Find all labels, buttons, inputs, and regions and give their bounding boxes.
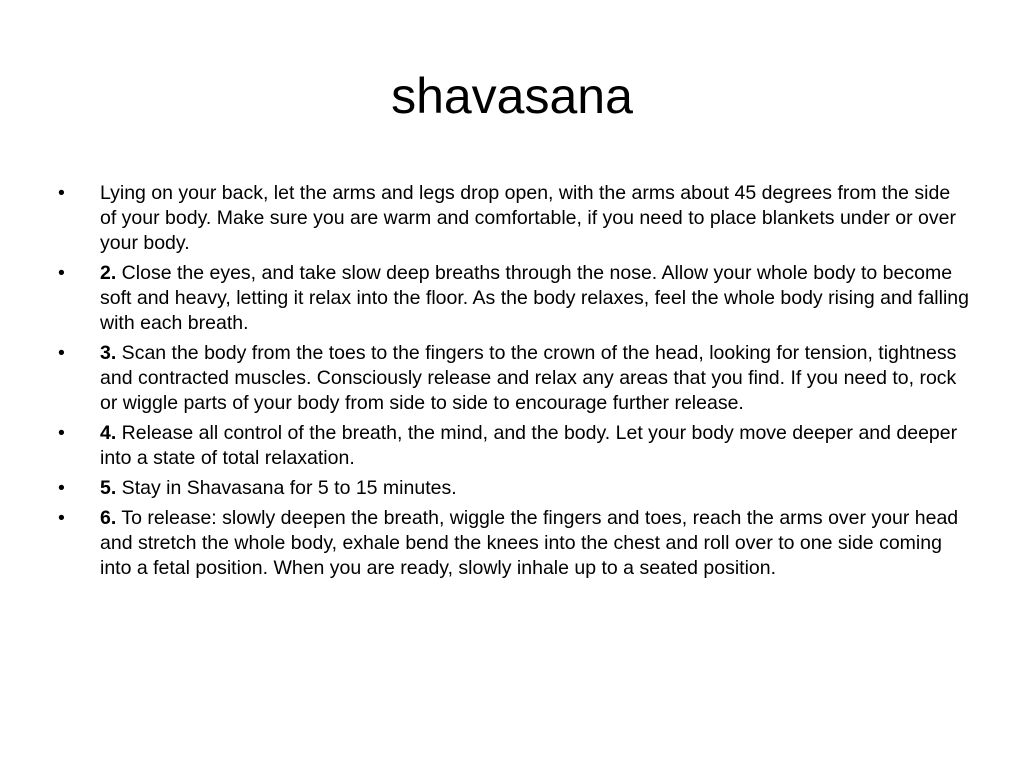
list-item	[58, 341, 970, 416]
slide-title: shavasana	[391, 68, 633, 124]
step-text: Close the eyes, and take slow deep breaths through the nose. Allow your whole body to become soft and heavy, letting it relax into the floor. As the body relaxes, feel the whole body rising and falling with each breath.	[100, 262, 969, 334]
step-number: 5.	[100, 477, 117, 499]
list-item	[58, 261, 970, 336]
step-text: Scan the body from the toes to the fingers to the crown of the head, looking for tension, tightness and contracted muscles. Consciously release and relax any areas that you find. If you need to, rock or wiggle parts of your body from side to side to encourage further release.	[100, 342, 957, 414]
step-number: 3.	[100, 342, 117, 364]
step-text: To release: slowly deepen the breath, wiggle the fingers and toes, reach the arms over your head and stretch the whole body, exhale bend the knees into the chest and roll over to one side coming into a fetal position. When you are ready, slowly inhale up to a seated position.	[100, 507, 959, 579]
bullet-list	[58, 181, 970, 586]
step-number: 4.	[100, 422, 117, 444]
step-text: Release all control of the breath, the mind, and the body. Let your body move deeper and deeper into a state of total relaxation.	[100, 422, 958, 469]
bullet-icon: •	[58, 262, 65, 284]
step-number: 6.	[100, 507, 117, 529]
list-item	[58, 181, 970, 256]
list-item	[58, 476, 970, 501]
step-text: Lying on your back, let the arms and legs drop open, with the arms about 45 degrees from the side of your body. Make sure you are warm and comfortable, if you need to place blankets under or over your body.	[100, 182, 956, 254]
bullet-icon: •	[58, 342, 65, 364]
step-text: Stay in Shavasana for 5 to 15 minutes.	[116, 477, 457, 499]
bullet-icon: •	[58, 182, 65, 204]
list-item	[58, 421, 970, 471]
bullet-icon: •	[58, 422, 65, 444]
bullet-icon: •	[58, 507, 65, 529]
bullet-icon: •	[58, 477, 65, 499]
list-item	[58, 506, 970, 581]
step-number: 2.	[100, 262, 117, 284]
